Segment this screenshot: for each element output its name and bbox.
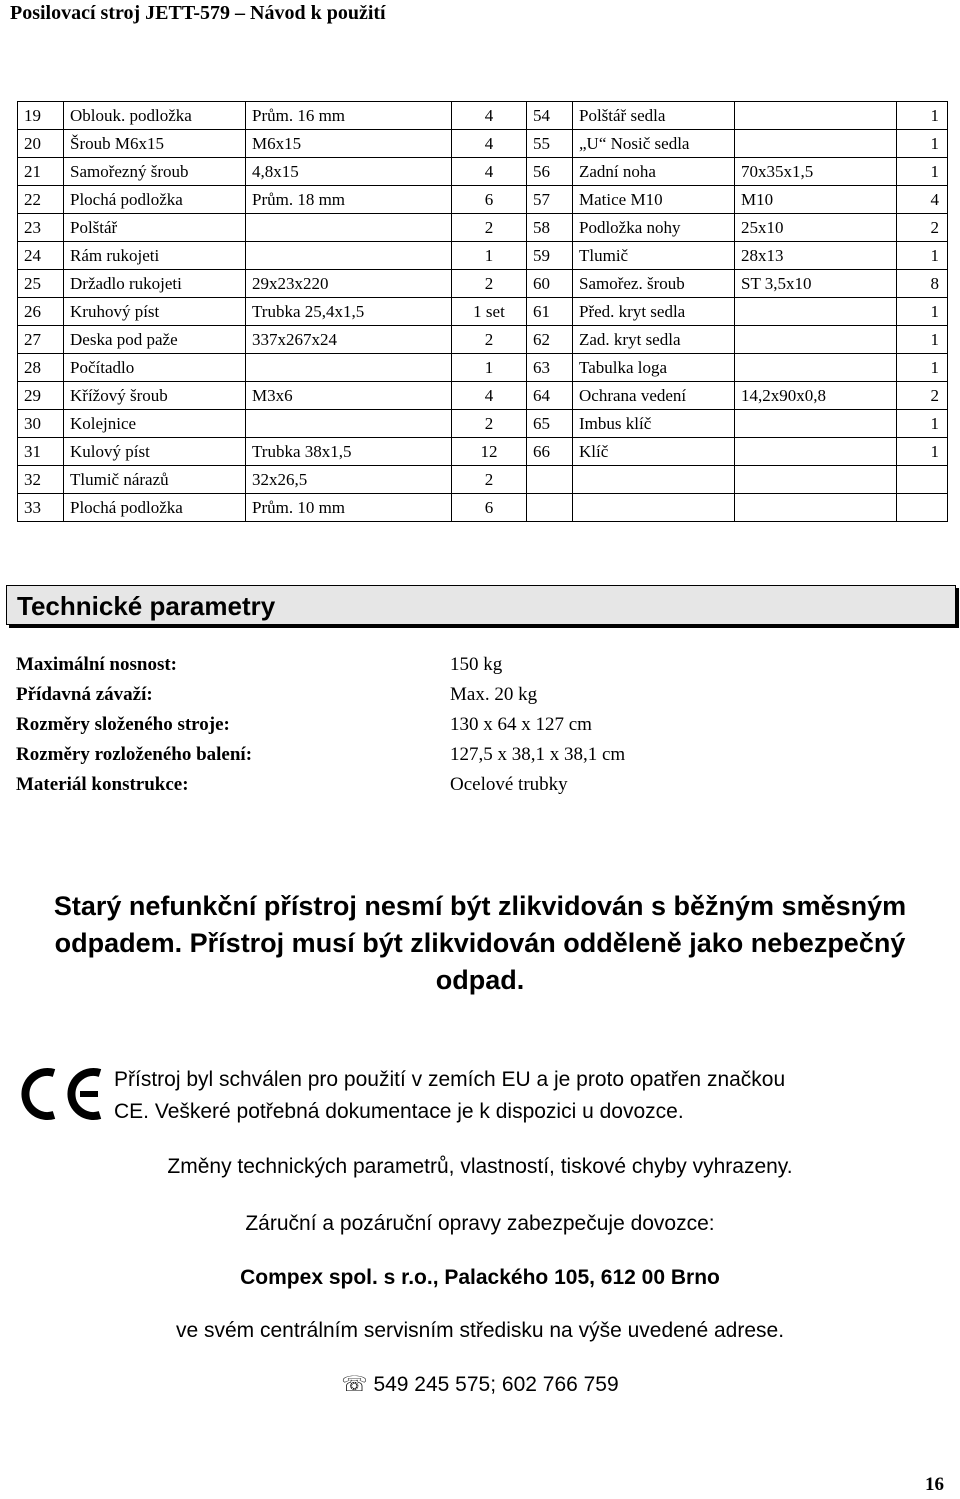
- table-row: [18, 354, 948, 382]
- table-cell: Deska pod paže: [64, 326, 246, 354]
- document-title: Posilovací stroj JETT-579 – Návod k použití: [10, 2, 386, 24]
- table-cell: 56: [527, 158, 573, 186]
- table-cell: [527, 466, 573, 494]
- table-cell: Kulový píst: [64, 438, 246, 466]
- table-cell: 29x23x220: [246, 270, 452, 298]
- table-cell: 1: [897, 102, 948, 130]
- company-address: Compex spol. s r.o., Palackého 105, 612 00 Brno: [240, 1266, 720, 1289]
- spec-label: Maximální nosnost:: [16, 654, 177, 675]
- table-cell: 4: [452, 158, 527, 186]
- spec-row: [16, 770, 916, 800]
- table-cell: 6: [452, 494, 527, 522]
- table-cell: Ochrana vedení: [573, 382, 735, 410]
- spec-label: Rozměry rozloženého balení:: [16, 744, 253, 765]
- table-cell: „U“ Nosič sedla: [573, 130, 735, 158]
- table-row: [18, 438, 948, 466]
- table-row: [18, 410, 948, 438]
- table-cell: Kruhový píst: [64, 298, 246, 326]
- table-cell: M6x15: [246, 130, 452, 158]
- table-cell: 32: [18, 466, 64, 494]
- table-cell: 32x26,5: [246, 466, 452, 494]
- table-cell: 20: [18, 130, 64, 158]
- table-cell: 54: [527, 102, 573, 130]
- table-cell: 63: [527, 354, 573, 382]
- table-cell: 1: [452, 242, 527, 270]
- spec-row: [16, 650, 916, 680]
- table-cell: 1: [897, 158, 948, 186]
- table-cell: ST 3,5x10: [735, 270, 897, 298]
- spec-value: Ocelové trubky: [450, 774, 568, 795]
- table-cell: 1: [897, 298, 948, 326]
- table-cell: Samořez. šroub: [573, 270, 735, 298]
- service-notice: ve svém centrálním servisním středisku na výše uvedené adrese.: [175, 1319, 785, 1342]
- table-cell: 2: [897, 214, 948, 242]
- table-cell: 57: [527, 186, 573, 214]
- table-cell: [735, 298, 897, 326]
- table-cell: [735, 354, 897, 382]
- table-cell: 4: [452, 382, 527, 410]
- spec-list: [16, 650, 916, 800]
- table-cell: Prům. 10 mm: [246, 494, 452, 522]
- table-cell: 2: [452, 326, 527, 354]
- table-cell: [897, 466, 948, 494]
- table-cell: 24: [18, 242, 64, 270]
- phone-numbers[interactable]: 549 245 575; 602 766 759: [373, 1373, 619, 1396]
- table-cell: [246, 242, 452, 270]
- table-cell: Prům. 18 mm: [246, 186, 452, 214]
- spec-label: Rozměry složeného stroje:: [16, 714, 230, 735]
- table-cell: Šroub M6x15: [64, 130, 246, 158]
- table-cell: Klíč: [573, 438, 735, 466]
- table-cell: 28: [18, 354, 64, 382]
- table-cell: Zad. kryt sedla: [573, 326, 735, 354]
- table-row: [18, 186, 948, 214]
- table-cell: [735, 466, 897, 494]
- table-cell: [735, 326, 897, 354]
- eu-text-line: Přístroj byl schválen pro použití v zemích EU a je proto opatřen značkou: [114, 1068, 786, 1091]
- table-cell: 4: [452, 130, 527, 158]
- table-cell: 2: [452, 410, 527, 438]
- table-row: [18, 298, 948, 326]
- table-cell: 21: [18, 158, 64, 186]
- spec-value: 130 x 64 x 127 cm: [450, 714, 592, 735]
- table-cell: Křížový šroub: [64, 382, 246, 410]
- warning-line: Starý nefunkční přístroj nesmí být zlikvidován s běžným směsným: [53, 891, 907, 921]
- table-cell: 59: [527, 242, 573, 270]
- table-cell: 23: [18, 214, 64, 242]
- warning-line: odpad.: [435, 965, 525, 995]
- table-cell: Zadní noha: [573, 158, 735, 186]
- table-cell: Trubka 25,4x1,5: [246, 298, 452, 326]
- table-cell: 64: [527, 382, 573, 410]
- table-row: [18, 494, 948, 522]
- table-cell: Plochá podložka: [64, 186, 246, 214]
- table-cell: Prům. 16 mm: [246, 102, 452, 130]
- table-cell: [246, 410, 452, 438]
- spec-row: [16, 710, 916, 740]
- spec-label: Přídavná závaží:: [16, 684, 153, 705]
- table-cell: Rám rukojeti: [64, 242, 246, 270]
- table-cell: 4,8x15: [246, 158, 452, 186]
- table-cell: 1: [897, 326, 948, 354]
- table-cell: [573, 466, 735, 494]
- table-cell: Tlumič: [573, 242, 735, 270]
- table-cell: 1: [897, 410, 948, 438]
- table-row: [18, 270, 948, 298]
- table-cell: 30: [18, 410, 64, 438]
- table-cell: Podložka nohy: [573, 214, 735, 242]
- table-cell: 2: [897, 382, 948, 410]
- spec-row: [16, 680, 916, 710]
- parts-table: [17, 101, 948, 522]
- table-cell: 1: [452, 354, 527, 382]
- table-cell: 22: [18, 186, 64, 214]
- table-row: [18, 102, 948, 130]
- table-cell: 6: [452, 186, 527, 214]
- table-cell: [735, 494, 897, 522]
- table-cell: 12: [452, 438, 527, 466]
- table-cell: [897, 494, 948, 522]
- table-cell: [735, 130, 897, 158]
- table-cell: 2: [452, 214, 527, 242]
- table-cell: Počítadlo: [64, 354, 246, 382]
- table-cell: 1: [897, 438, 948, 466]
- table-cell: M3x6: [246, 382, 452, 410]
- table-cell: 62: [527, 326, 573, 354]
- table-cell: 70x35x1,5: [735, 158, 897, 186]
- table-cell: 25: [18, 270, 64, 298]
- table-cell: Polštář: [64, 214, 246, 242]
- table-cell: 8: [897, 270, 948, 298]
- table-cell: 1: [897, 242, 948, 270]
- table-cell: Tabulka loga: [573, 354, 735, 382]
- table-cell: Imbus klíč: [573, 410, 735, 438]
- table-cell: [735, 438, 897, 466]
- table-cell: 4: [452, 102, 527, 130]
- table-row: [18, 242, 948, 270]
- changes-notice: Změny technických parametrů, vlastností, tiskové chyby vyhrazeny.: [167, 1155, 793, 1178]
- table-cell: 4: [897, 186, 948, 214]
- table-cell: 29: [18, 382, 64, 410]
- table-cell: Držadlo rukojeti: [64, 270, 246, 298]
- table-cell: 2: [452, 270, 527, 298]
- table-cell: Tlumič nárazů: [64, 466, 246, 494]
- table-row: [18, 466, 948, 494]
- phone-icon: ☏: [341, 1373, 368, 1396]
- table-cell: Matice M10: [573, 186, 735, 214]
- table-cell: Kolejnice: [64, 410, 246, 438]
- table-cell: Trubka 38x1,5: [246, 438, 452, 466]
- table-cell: M10: [735, 186, 897, 214]
- spec-value: 150 kg: [450, 654, 503, 675]
- table-cell: [735, 102, 897, 130]
- table-cell: 61: [527, 298, 573, 326]
- section-heading-technical-parameters: Technické parametry: [6, 585, 956, 625]
- table-cell: [246, 354, 452, 382]
- table-cell: 2: [452, 466, 527, 494]
- table-cell: 58: [527, 214, 573, 242]
- table-cell: 27: [18, 326, 64, 354]
- table-cell: 65: [527, 410, 573, 438]
- table-row: [18, 214, 948, 242]
- table-row: [18, 158, 948, 186]
- eu-approval-text: [114, 1064, 934, 1128]
- warranty-notice: Záruční a pozáruční opravy zabezpečuje dovozce:: [245, 1212, 715, 1235]
- warning-line: odpadem. Přístroj musí být zlikvidován odděleně jako nebezpečný: [54, 928, 906, 958]
- table-row: [18, 326, 948, 354]
- disposal-warning: [20, 888, 940, 999]
- table-cell: 33: [18, 494, 64, 522]
- table-cell: 14,2x90x0,8: [735, 382, 897, 410]
- table-cell: 55: [527, 130, 573, 158]
- table-cell: 1 set: [452, 298, 527, 326]
- spec-label: Materiál konstrukce:: [16, 774, 189, 795]
- table-cell: Samořezný šroub: [64, 158, 246, 186]
- ce-mark-icon: [14, 1065, 106, 1123]
- table-cell: 26: [18, 298, 64, 326]
- page-number: 16: [925, 1474, 944, 1495]
- table-row: [18, 130, 948, 158]
- spec-row: [16, 740, 916, 770]
- table-cell: 28x13: [735, 242, 897, 270]
- table-cell: Oblouk. podložka: [64, 102, 246, 130]
- table-cell: 25x10: [735, 214, 897, 242]
- table-cell: [573, 494, 735, 522]
- table-cell: 31: [18, 438, 64, 466]
- table-cell: 337x267x24: [246, 326, 452, 354]
- table-cell: 66: [527, 438, 573, 466]
- table-cell: 19: [18, 102, 64, 130]
- table-cell: [735, 410, 897, 438]
- table-cell: Polštář sedla: [573, 102, 735, 130]
- eu-text-line: CE. Veškeré potřebná dokumentace je k dispozici u dovozce.: [114, 1100, 684, 1123]
- spec-value: 127,5 x 38,1 x 38,1 cm: [450, 744, 626, 765]
- table-cell: 60: [527, 270, 573, 298]
- table-cell: [527, 494, 573, 522]
- table-cell: [246, 214, 452, 242]
- table-cell: Před. kryt sedla: [573, 298, 735, 326]
- phone-line: [0, 1372, 960, 1397]
- table-cell: Plochá podložka: [64, 494, 246, 522]
- table-row: [18, 382, 948, 410]
- table-cell: 1: [897, 130, 948, 158]
- table-cell: 1: [897, 354, 948, 382]
- spec-value: Max. 20 kg: [450, 684, 538, 705]
